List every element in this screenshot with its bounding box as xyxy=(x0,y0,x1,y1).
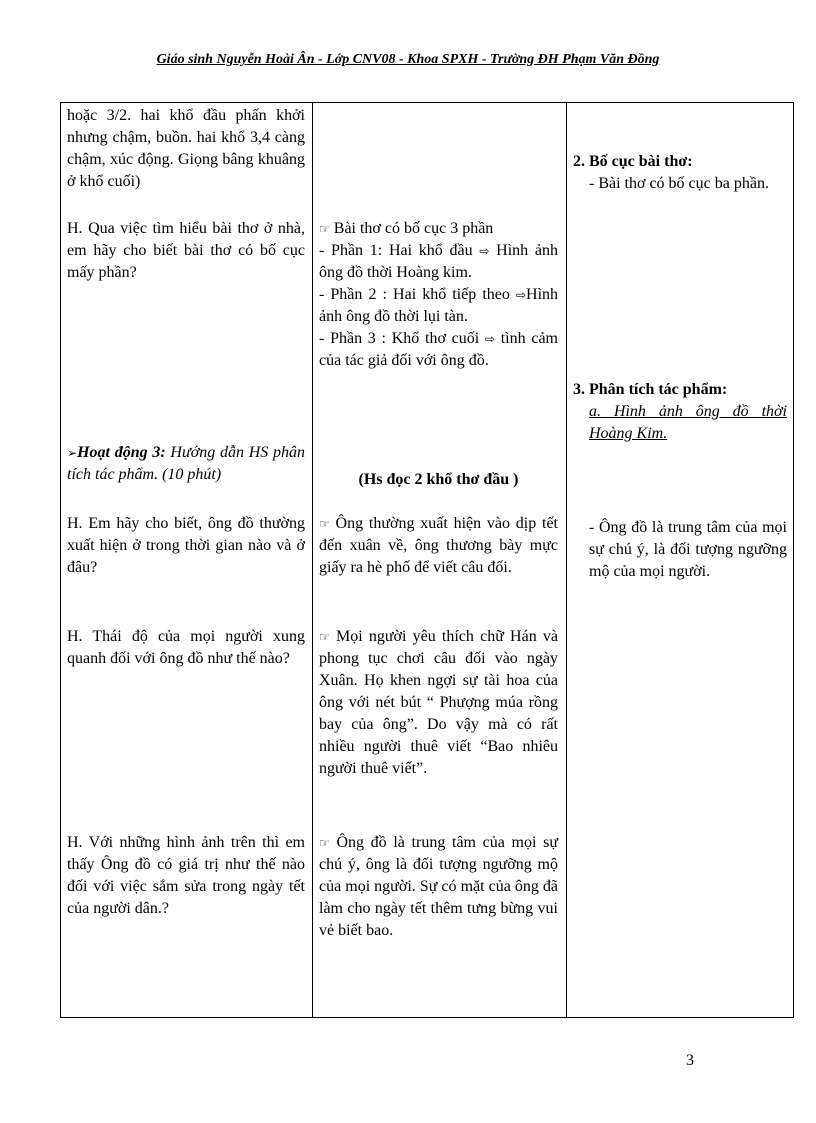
page-number: 3 xyxy=(686,1052,694,1069)
answer-time-place: ☞ Ông thường xuất hiện vào dịp tết đến xuân về, ông thương bày mực giấy ra hè phố để viết câu đối. xyxy=(319,515,558,576)
lesson-table xyxy=(60,102,794,1018)
pointing-hand-icon: ☞ xyxy=(319,836,330,850)
column-divider-1 xyxy=(312,103,313,1017)
arrow-bullet-icon: ➢ xyxy=(67,446,78,460)
section-2 xyxy=(573,151,787,195)
column-divider-2 xyxy=(566,103,567,1017)
read-note: (Hs đọc 2 khổ thơ đầu ) xyxy=(358,471,519,488)
activity-3: ➢Hoạt động 3: Hướng dẫn HS phân tích tác phẩm. (10 phút) xyxy=(67,444,306,483)
page-header: Giáo sinh Nguyễn Hoài Ân - Lớp CNV08 - Khoa SPXH - Trường ĐH Phạm Văn Đồng xyxy=(156,52,660,67)
question-attitude: H. Thái độ của mọi người xung quanh đối với ông đồ như thế nào? xyxy=(67,628,305,667)
center-of-attention-note: - Ông đồ là trung tâm của mọi sự chú ý, là đối tượng ngưỡng mộ của mọi người. xyxy=(589,519,787,580)
arrow-right-icon: ⇨ xyxy=(479,244,490,258)
answer-structure: ☞ Bài thơ có bố cục 3 phần - Phần 1: Hai khổ đầu ⇨ Hình ảnh ông đồ thời Hoàng kim. - Phần 2 : Hai khổ tiếp theo ⇨Hình ảnh ông đồ thời lụi tàn. - Phần 3 : Khổ thơ cuối ⇨ tình cảm của tác giả đối với ông đồ. xyxy=(319,220,559,369)
question-time-place: H. Em hãy cho biết, ông đồ thường xuất hiện ở trong thời gian nào và ở đâu? xyxy=(67,515,305,576)
reading-note: hoặc 3/2. hai khổ đầu phấn khởi nhưng chậm, buồn. hai khổ 3,4 càng chậm, xúc động. Giọng bâng khuâng ở khổ cuối) xyxy=(67,107,305,190)
section-2-text: - Bài thơ có bố cục ba phần. xyxy=(589,175,769,192)
arrow-right-icon: ⇨ xyxy=(515,288,527,302)
section-3-title: 3. Phân tích tác phẩm: xyxy=(573,381,728,398)
arrow-right-icon: ⇨ xyxy=(484,332,495,346)
pointing-hand-icon: ☞ xyxy=(319,630,330,644)
answer-value: ☞ Ông đồ là trung tâm của mọi sự chú ý, ông là đối tượng ngưỡng mộ của mọi người. Sự có mặt của ông đã làm cho ngày tết thêm tưng bừng vui vẻ biết bao. xyxy=(319,834,558,939)
answer-attitude: ☞ Mọi người yêu thích chữ Hán và phong tục chơi câu đối vào ngày Xuân. Họ khen ngợi sự tài hoa của ông với nét bút “ Phượng múa rồng bay của ông”. Do vậy mà có rất nhiều người thuê viết “Bao nhiêu người thuê viết”. xyxy=(319,628,559,777)
pointing-hand-icon: ☞ xyxy=(319,222,330,236)
section-2-title: 2. Bố cục bài thơ: xyxy=(573,153,693,170)
section-3 xyxy=(573,379,787,445)
question-structure: H. Qua việc tìm hiểu bài thơ ở nhà, em hãy cho biết bài thơ có bố cục mấy phần? xyxy=(67,220,305,281)
section-3a-heading: a. Hình ảnh ông đồ thời Hoàng Kim. xyxy=(589,403,787,442)
pointing-hand-icon: ☞ xyxy=(319,517,330,531)
question-value: H. Với những hình ảnh trên thì em thấy Ông đồ có giá trị như thế nào đối với việc sắm sửa trong ngày tết của người dân.? xyxy=(67,834,305,917)
